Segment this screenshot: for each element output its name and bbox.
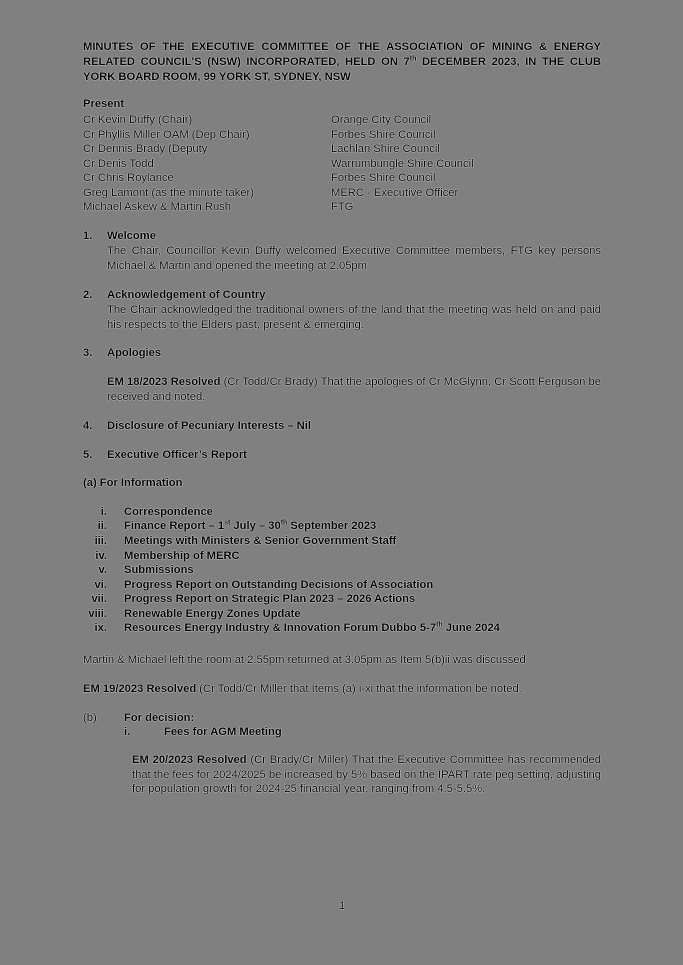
list-numeral: ii. xyxy=(97,520,107,532)
subitem-heading: Fees for AGM Meeting xyxy=(164,726,282,738)
page-number: 1 xyxy=(339,900,346,912)
list-text: Renewable Energy Zones Update xyxy=(124,608,301,620)
attendee-organisation: Forbes Shire Council xyxy=(331,172,436,184)
attendee-organisation: FTG xyxy=(331,201,354,213)
item-heading: Acknowledgement of Country xyxy=(107,289,266,301)
attendee-name: Michael Askew & Martin Rush xyxy=(83,201,231,213)
item-heading: Disclosure of Pecuniary Interests – Nil xyxy=(107,420,311,432)
list-numeral: iv. xyxy=(95,550,107,562)
for-decision-heading: For decision: xyxy=(124,712,195,724)
resolution-text: (Cr Todd/Cr Miller that Items (a) i-xi that the information be noted. xyxy=(196,683,522,695)
resolution-text: (Cr Brady/Cr Miller) That the Executive Committee has recommended that the fees for 2024/2025 be increased by 5% based on the IPART rate peg setting, adjusting for population growth for 2024-25 financial year, ranging from 4.5-5.5%. xyxy=(132,754,601,795)
attendee-name: Cr Phyllis Miller OAM (Dep Chair) xyxy=(83,129,250,141)
attendee-row xyxy=(83,171,436,186)
list-numeral: v. xyxy=(98,564,107,576)
list-numeral: vii. xyxy=(91,593,107,605)
attendee-row xyxy=(83,200,354,215)
list-text: Progress Report on Outstanding Decisions of Association xyxy=(124,579,434,591)
list-numeral: vi. xyxy=(94,579,107,591)
attendee-name: Cr Chris Roylance xyxy=(83,172,174,184)
item-number: 1. xyxy=(83,230,93,242)
attendee-organisation: MERC - Executive Officer xyxy=(331,187,459,199)
attendee-row xyxy=(83,128,436,143)
attendee-row xyxy=(83,157,474,172)
attendee-organisation: Orange City Council xyxy=(331,114,432,126)
list-numeral: iii. xyxy=(94,535,107,547)
subitem-numeral: i. xyxy=(124,726,131,738)
item-number: 4. xyxy=(83,420,93,432)
present-heading: Present xyxy=(83,98,125,110)
list-text: Membership of MERC xyxy=(124,550,240,562)
attendance-note: Martin & Michael left the room at 2.55pm returned at 3.05pm as Item 5(b)ii was discussed xyxy=(83,654,526,666)
list-text: Submissions xyxy=(124,564,194,576)
list-text: Meetings with Ministers & Senior Government Staff xyxy=(124,535,397,547)
resolution-em-20 xyxy=(132,753,601,797)
attendee-row xyxy=(83,142,440,157)
list-text: Progress Report on Strategic Plan 2023 – 2026 Actions xyxy=(124,593,416,605)
document-title-block xyxy=(83,40,601,85)
item-number: 3. xyxy=(83,347,93,359)
resolution-id: EM 18/2023 Resolved xyxy=(107,376,221,388)
attendee-name: Greg Lamont (as the minute taker) xyxy=(83,187,254,199)
resolution-em-18 xyxy=(107,375,601,404)
item-body: The Chair acknowledged the traditional owners of the land that the meeting was held on and paid his respects to the Elders past, present & emerging. xyxy=(107,304,601,331)
resolution-text: (Cr Todd/Cr Brady) That the apologies of Cr McGlynn, Cr Scott Ferguson be received and noted. xyxy=(107,376,601,403)
attendee-row xyxy=(83,113,432,128)
attendee-name: Cr Kevin Duffy (Chair) xyxy=(83,114,193,126)
resolution-id: EM 20/2023 Resolved xyxy=(132,754,247,766)
list-text: Correspondence xyxy=(124,506,213,518)
item-heading: Apologies xyxy=(107,347,162,359)
attendee-organisation: Lachlan Shire Council xyxy=(331,143,440,155)
attendee-organisation: Warrumbungle Shire Council xyxy=(331,158,474,170)
item-number: 5. xyxy=(83,449,93,461)
attendee-name: Cr Denis Todd xyxy=(83,158,154,170)
list-numeral: viii. xyxy=(88,608,107,620)
list-text: Finance Report – 1st July – 30th September 2023 xyxy=(124,519,377,532)
for-decision-label: (b) xyxy=(83,712,97,724)
attendee-name: Cr Dennis Brady (Deputy xyxy=(83,143,208,155)
document-title: MINUTES OF THE EXECUTIVE COMMITTEE OF THE ASSOCIATION OF MINING & ENERGY RELATED COUNCIL'S (NSW) INCORPORATED, HELD ON 7th DECEMBER 2023, IN THE CLUB YORK BOARD ROOM, 99 YORK ST, SYDNEY, NSW xyxy=(83,41,602,83)
list-text: Resources Energy Industry & Innovation Forum Dubbo 5-7th June 2024 xyxy=(124,621,500,634)
attendee-organisation: Forbes Shire Council xyxy=(331,129,436,141)
resolution-em-19 xyxy=(83,682,601,697)
attendee-row xyxy=(83,186,459,201)
item-heading: Executive Officer’s Report xyxy=(107,449,247,461)
item-body: The Chair, Councillor Kevin Duffy welcomed Executive Committee members, FTG key persons Michael & Martin and opened the meeting at 2.05pm xyxy=(107,245,601,272)
for-decision-section xyxy=(83,711,601,726)
item-heading: Welcome xyxy=(107,230,156,242)
for-information-heading: (a) For Information xyxy=(83,477,183,489)
item-number: 2. xyxy=(83,289,93,301)
list-numeral: ix. xyxy=(94,622,107,634)
list-numeral: i. xyxy=(100,506,107,518)
resolution-id: EM 19/2023 Resolved xyxy=(83,683,197,695)
